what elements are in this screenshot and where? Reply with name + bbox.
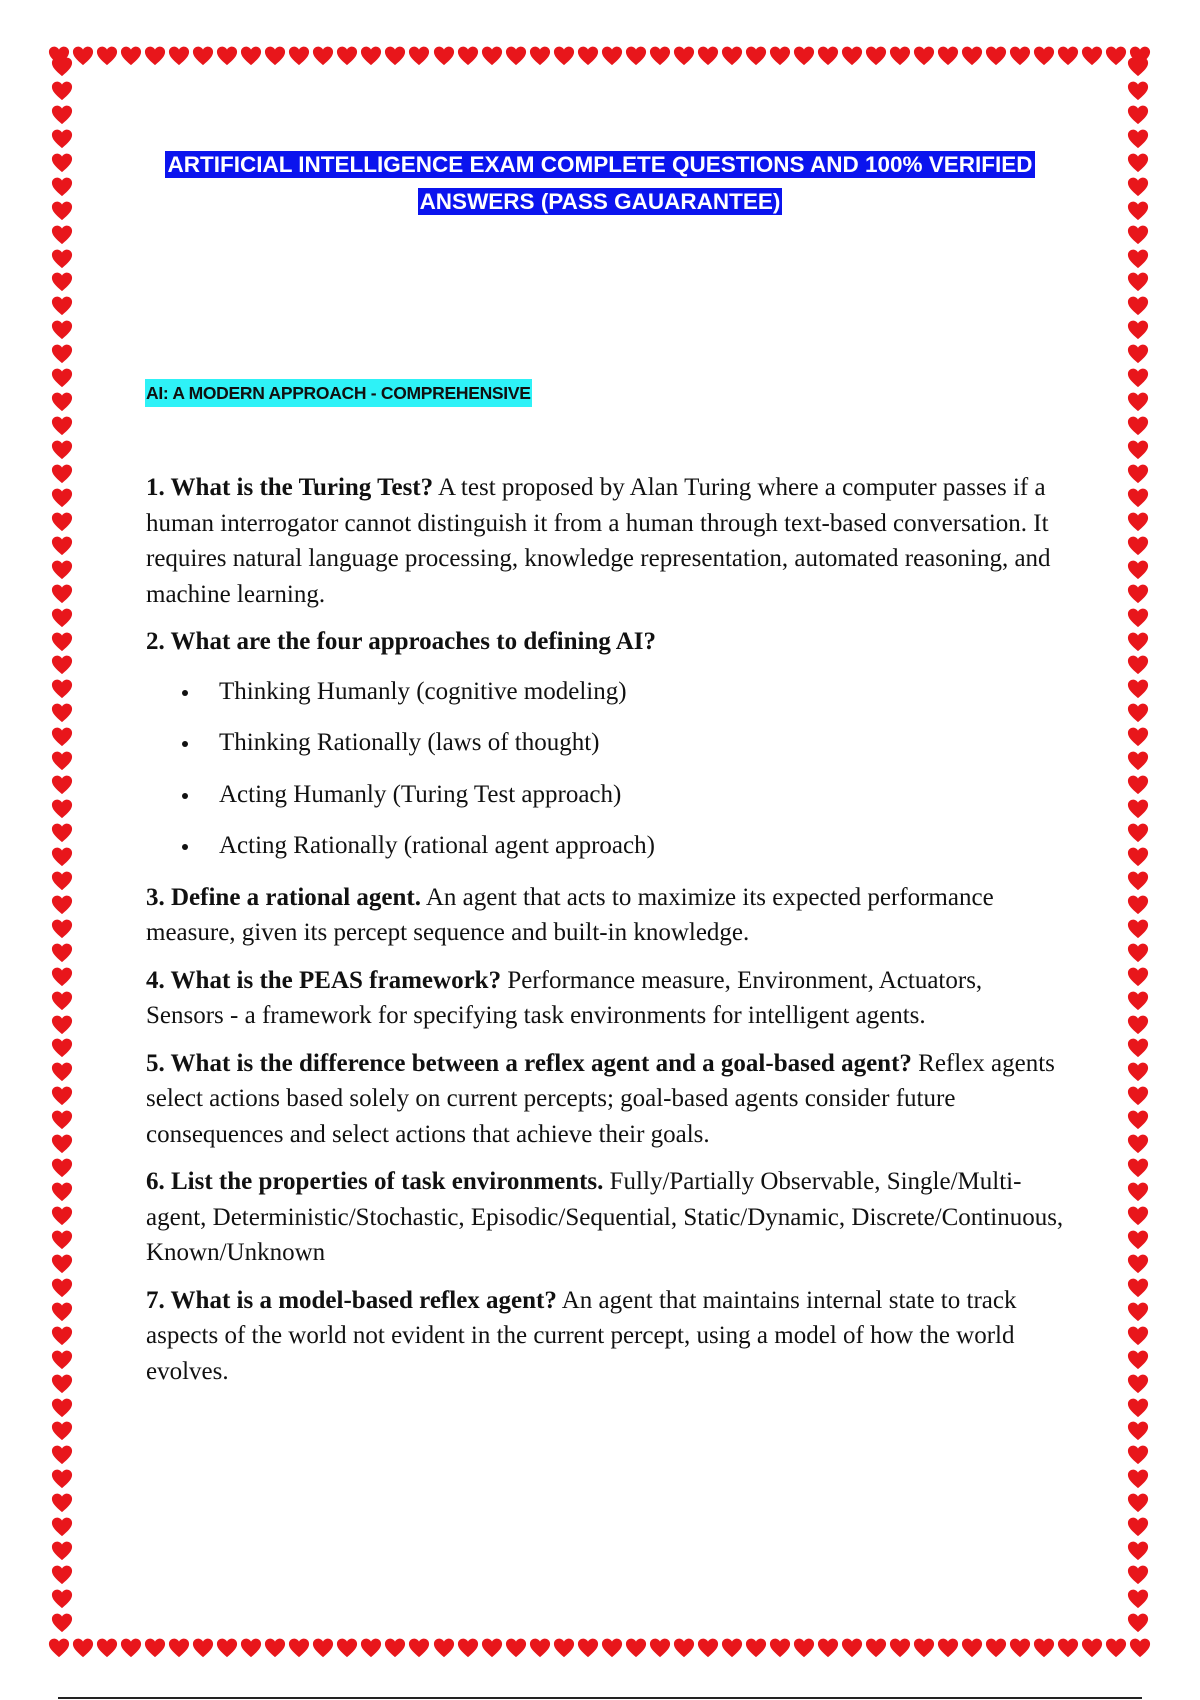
heart-icon [51, 367, 73, 389]
heart-icon [1127, 391, 1149, 413]
question-text: 4. What is the PEAS framework? [146, 966, 502, 994]
heart-icon [1127, 80, 1149, 102]
heart-icon [51, 1253, 73, 1275]
heart-icon [51, 104, 73, 126]
heart-icon [985, 1637, 1007, 1659]
heart-icon [937, 45, 959, 67]
heart-icon [51, 1181, 73, 1203]
border-top [48, 42, 1152, 70]
heart-icon [240, 1637, 262, 1659]
heart-icon [889, 1637, 911, 1659]
section-subtitle: AI: A MODERN APPROACH - COMPREHENSIVE [145, 379, 532, 407]
question-text: 5. What is the difference between a reflex agent and a goal-based agent? [146, 1049, 912, 1077]
heart-icon [841, 1637, 863, 1659]
list-item [146, 828, 1066, 864]
heart-icon [1127, 1516, 1149, 1538]
heart-icon [553, 1637, 575, 1659]
heart-icon [1127, 1301, 1149, 1323]
heart-icon [1127, 774, 1149, 796]
heart-icon [1127, 822, 1149, 844]
heart-icon [1127, 1588, 1149, 1610]
heart-icon [216, 1637, 238, 1659]
heart-icon [312, 1637, 334, 1659]
heart-icon [51, 607, 73, 629]
heart-icon [433, 1637, 455, 1659]
answer-text: An agent that maintains internal state to track aspects of the world not evident in the current percept, using a model of how the world evolves. [146, 1286, 1017, 1385]
heart-icon [505, 1637, 527, 1659]
heart-icon [505, 45, 527, 67]
answer-text: Fully/Partially Observable, Single/Multi-agent, Deterministic/Stochastic, Episodic/Sequential, Static/Dynamic, Discrete/Continuous, Known/Unknown [146, 1168, 1064, 1266]
heart-icon [51, 990, 73, 1012]
heart-icon [1127, 894, 1149, 916]
heart-icon [1057, 45, 1079, 67]
heart-icon [1127, 128, 1149, 150]
heart-icon [51, 1205, 73, 1227]
question-text: 3. Define a rational agent. [146, 883, 421, 911]
heart-icon [120, 45, 142, 67]
heart-icon [51, 1492, 73, 1514]
heart-icon [913, 1637, 935, 1659]
heart-icon [51, 1373, 73, 1395]
heart-icon [51, 1277, 73, 1299]
heart-icon [1127, 439, 1149, 461]
heart-icon [1127, 1157, 1149, 1179]
list-item-text: Acting Humanly (Turing Test approach) [219, 780, 622, 808]
heart-icon [51, 750, 73, 772]
heart-icon [649, 45, 671, 67]
heart-icon [51, 439, 73, 461]
heart-icon [577, 45, 599, 67]
heart-icon [1009, 1637, 1031, 1659]
heart-icon [384, 45, 406, 67]
heart-icon [192, 1637, 214, 1659]
heart-icon [625, 45, 647, 67]
page-divider [58, 1697, 1142, 1699]
heart-icon [288, 1637, 310, 1659]
heart-icon [1127, 343, 1149, 365]
heart-icon [51, 248, 73, 270]
heart-icon [1127, 463, 1149, 485]
heart-icon [1127, 1085, 1149, 1107]
heart-icon [1127, 918, 1149, 940]
heart-icon [1127, 176, 1149, 198]
heart-icon [1033, 1637, 1055, 1659]
heart-icon [360, 45, 382, 67]
heart-icon [1127, 559, 1149, 581]
list-item [146, 725, 1066, 761]
heart-icon [51, 224, 73, 246]
heart-icon [51, 319, 73, 341]
heart-icon [1127, 415, 1149, 437]
heart-icon [1127, 1468, 1149, 1490]
question-list [146, 470, 1066, 1401]
heart-icon [336, 1637, 358, 1659]
question-item [146, 963, 1066, 1034]
heart-icon [1127, 702, 1149, 724]
heart-icon [51, 1612, 73, 1634]
heart-icon [961, 1637, 983, 1659]
heart-icon [51, 1085, 73, 1107]
heart-icon [408, 45, 430, 67]
heart-icon [168, 1637, 190, 1659]
heart-icon [769, 1637, 791, 1659]
heart-icon [529, 1637, 551, 1659]
heart-icon [51, 271, 73, 293]
heart-icon [216, 45, 238, 67]
heart-icon [1127, 1014, 1149, 1036]
heart-icon [51, 702, 73, 724]
heart-icon [51, 295, 73, 317]
heart-icon [1127, 1444, 1149, 1466]
heart-icon [481, 45, 503, 67]
heart-icon [1127, 1205, 1149, 1227]
heart-icon [1127, 56, 1149, 78]
heart-icon [1127, 607, 1149, 629]
heart-icon [51, 200, 73, 222]
question-text: 1. What is the Turing Test? [146, 474, 434, 501]
list-item-text: Acting Rationally (rational agent approach) [219, 832, 655, 859]
heart-icon [1127, 846, 1149, 868]
heart-icon [51, 56, 73, 78]
border-bottom [48, 1634, 1152, 1662]
heart-icon [51, 1133, 73, 1155]
heart-icon [168, 45, 190, 67]
heart-icon [1127, 1061, 1149, 1083]
heart-icon [745, 45, 767, 67]
question-item [146, 624, 1066, 660]
heart-icon [1127, 750, 1149, 772]
heart-icon [51, 1014, 73, 1036]
heart-icon [51, 1420, 73, 1442]
heart-icon [51, 511, 73, 533]
answer-text: Reflex agents select actions based solely on current percepts; goal-based agents consider future consequences and select actions that achieve their goals. [146, 1049, 1055, 1148]
heart-icon [120, 1637, 142, 1659]
question-text: 2. What are the four approaches to defining AI? [146, 628, 656, 655]
heart-icon [48, 1637, 70, 1659]
heart-icon [51, 1037, 73, 1059]
heart-icon [72, 1637, 94, 1659]
heart-icon [51, 343, 73, 365]
heart-icon [51, 1444, 73, 1466]
heart-icon [51, 1301, 73, 1323]
heart-icon [673, 45, 695, 67]
heart-icon [1129, 1637, 1151, 1659]
heart-icon [96, 45, 118, 67]
heart-icon [1127, 631, 1149, 653]
heart-icon [51, 1061, 73, 1083]
heart-icon [1127, 1420, 1149, 1442]
heart-icon [1127, 870, 1149, 892]
heart-icon [1033, 45, 1055, 67]
bullet-icon [182, 741, 188, 747]
heart-icon [51, 870, 73, 892]
question-item [146, 470, 1066, 612]
heart-icon [1057, 1637, 1079, 1659]
heart-icon [673, 1637, 695, 1659]
heart-icon [51, 1540, 73, 1562]
heart-icon [1127, 726, 1149, 748]
heart-icon [577, 1637, 599, 1659]
heart-icon [1127, 200, 1149, 222]
heart-icon [51, 631, 73, 653]
heart-icon [51, 966, 73, 988]
heart-icon [865, 45, 887, 67]
heart-icon [51, 1516, 73, 1538]
heart-icon [288, 45, 310, 67]
heart-icon [889, 45, 911, 67]
heart-icon [985, 45, 1007, 67]
heart-icon [51, 1229, 73, 1251]
heart-icon [1105, 1637, 1127, 1659]
heart-icon [51, 1397, 73, 1419]
heart-icon [457, 45, 479, 67]
title-block [140, 146, 1060, 220]
heart-icon [1127, 1181, 1149, 1203]
heart-icon [745, 1637, 767, 1659]
heart-icon [240, 45, 262, 67]
heart-icon [817, 45, 839, 67]
heart-icon [51, 152, 73, 174]
page-title: ARTIFICIAL INTELLIGENCE EXAM COMPLETE QUESTIONS AND 100% VERIFIED ANSWERS (PASS GAUARANTEE) [167, 152, 1033, 214]
heart-icon [1127, 1109, 1149, 1131]
heart-icon [1081, 45, 1103, 67]
heart-icon [601, 1637, 623, 1659]
heart-icon [457, 1637, 479, 1659]
heart-icon [1127, 248, 1149, 270]
question-item [146, 1164, 1066, 1271]
heart-icon [1127, 1373, 1149, 1395]
heart-icon [264, 45, 286, 67]
answer-text: Performance measure, Environment, Actuators, Sensors - a framework for specifying task environments for intelligent agents. [146, 966, 983, 1029]
heart-icon [51, 583, 73, 605]
heart-icon [51, 918, 73, 940]
list-item-text: Thinking Rationally (laws of thought) [219, 729, 600, 756]
heart-icon [1127, 319, 1149, 341]
heart-icon [841, 45, 863, 67]
heart-icon [51, 128, 73, 150]
heart-icon [51, 80, 73, 102]
answer-text: An agent that acts to maximize its expected performance measure, given its percept sequence and built-in knowledge. [146, 883, 994, 946]
heart-icon [1127, 224, 1149, 246]
heart-icon [1127, 654, 1149, 676]
heart-icon [1127, 511, 1149, 533]
heart-icon [1127, 1253, 1149, 1275]
heart-icon [793, 45, 815, 67]
heart-icon [553, 45, 575, 67]
heart-icon [481, 1637, 503, 1659]
heart-icon [865, 1637, 887, 1659]
heart-icon [51, 1325, 73, 1347]
heart-icon [51, 846, 73, 868]
heart-icon [51, 822, 73, 844]
border-right [1124, 56, 1152, 1634]
heart-icon [697, 45, 719, 67]
heart-icon [1127, 535, 1149, 557]
heart-icon [1127, 798, 1149, 820]
heart-icon [1127, 152, 1149, 174]
border-left [48, 56, 76, 1634]
question-item [146, 1046, 1066, 1153]
heart-icon [51, 1564, 73, 1586]
heart-icon [1127, 678, 1149, 700]
heart-icon [51, 726, 73, 748]
heart-icon [1009, 45, 1031, 67]
heart-icon [51, 774, 73, 796]
heart-icon [1127, 1133, 1149, 1155]
heart-icon [1127, 942, 1149, 964]
heart-icon [769, 45, 791, 67]
heart-icon [625, 1637, 647, 1659]
list-item [146, 674, 1066, 710]
heart-icon [1127, 367, 1149, 389]
heart-icon [1127, 1037, 1149, 1059]
heart-icon [793, 1637, 815, 1659]
question-item [146, 880, 1066, 951]
heart-icon [408, 1637, 430, 1659]
heart-icon [721, 45, 743, 67]
heart-icon [697, 1637, 719, 1659]
heart-icon [721, 1637, 743, 1659]
heart-icon [51, 1468, 73, 1490]
bullet-icon [182, 844, 188, 850]
heart-icon [913, 45, 935, 67]
question-text: 7. What is a model-based reflex agent? [146, 1286, 557, 1314]
heart-icon [51, 176, 73, 198]
heart-icon [384, 1637, 406, 1659]
heart-icon [51, 654, 73, 676]
heart-icon [1127, 104, 1149, 126]
heart-icon [51, 1349, 73, 1371]
answer-text: A test proposed by Alan Turing where a computer passes if a human interrogator cannot distinguish it from a human through text-based conversation. It requires natural language processing, knowledge representation, automated reasoning, and machine learning. [146, 474, 1051, 608]
heart-icon [1081, 1637, 1103, 1659]
question-item [146, 1283, 1066, 1390]
heart-icon [51, 391, 73, 413]
heart-icon [144, 45, 166, 67]
heart-icon [96, 1637, 118, 1659]
heart-icon [1127, 1612, 1149, 1634]
heart-icon [51, 1157, 73, 1179]
heart-icon [336, 45, 358, 67]
heart-icon [961, 45, 983, 67]
heart-icon [51, 1109, 73, 1131]
heart-icon [1127, 487, 1149, 509]
heart-icon [1127, 1277, 1149, 1299]
heart-icon [433, 45, 455, 67]
heart-icon [312, 45, 334, 67]
heart-icon [601, 45, 623, 67]
heart-icon [529, 45, 551, 67]
heart-icon [51, 894, 73, 916]
heart-icon [1127, 1564, 1149, 1586]
heart-icon [649, 1637, 671, 1659]
list-item [146, 777, 1066, 813]
heart-icon [1127, 271, 1149, 293]
heart-icon [51, 1588, 73, 1610]
heart-icon [817, 1637, 839, 1659]
heart-icon [1127, 1540, 1149, 1562]
heart-icon [937, 1637, 959, 1659]
heart-icon [51, 535, 73, 557]
heart-icon [1127, 295, 1149, 317]
list-item-text: Thinking Humanly (cognitive modeling) [219, 677, 627, 705]
heart-icon [51, 463, 73, 485]
heart-icon [1127, 1325, 1149, 1347]
heart-icon [1127, 583, 1149, 605]
heart-icon [51, 798, 73, 820]
bullet-icon [182, 690, 188, 696]
heart-icon [1127, 1397, 1149, 1419]
heart-icon [1127, 990, 1149, 1012]
bullet-icon [182, 793, 188, 799]
heart-icon [1127, 1492, 1149, 1514]
heart-icon [51, 678, 73, 700]
heart-icon [51, 559, 73, 581]
heart-icon [51, 942, 73, 964]
heart-icon [1127, 966, 1149, 988]
heart-icon [144, 1637, 166, 1659]
heart-icon [1127, 1229, 1149, 1251]
heart-icon [51, 415, 73, 437]
heart-icon [192, 45, 214, 67]
heart-icon [264, 1637, 286, 1659]
heart-icon [1127, 1349, 1149, 1371]
heart-icon [360, 1637, 382, 1659]
approaches-list [146, 674, 1066, 864]
heart-icon [51, 487, 73, 509]
question-text: 6. List the properties of task environments. [146, 1168, 604, 1195]
